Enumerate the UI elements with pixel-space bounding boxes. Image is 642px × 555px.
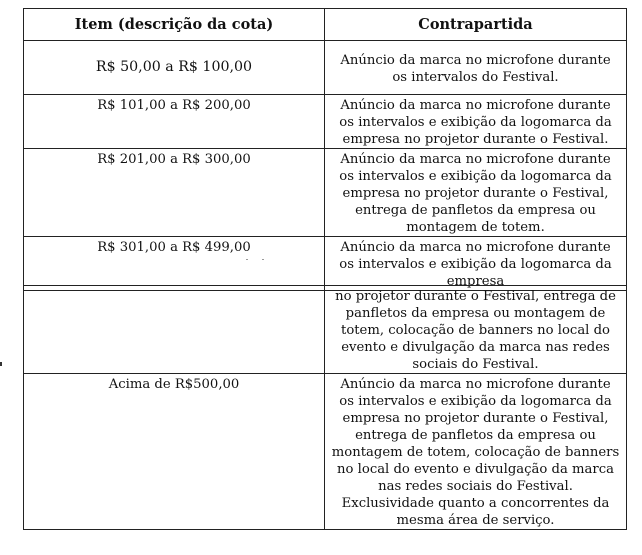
row-contrapartida-text: Anúncio da marca no microfone durante os intervalos e exibição da logomarca da empresa no projetor durante o Festival.	[339, 98, 612, 147]
row-item-text: R$ 50,00 a R$ 100,00	[95, 59, 253, 75]
table-row	[24, 374, 627, 530]
row-item-cell	[24, 41, 325, 95]
table-row	[24, 41, 627, 95]
row-item-cell	[24, 95, 325, 149]
row-contrapartida-cell	[325, 286, 627, 374]
row-contrapartida-text: Anúncio da marca no microfone durante os intervalos e exibição da logomarca da empresa	[339, 240, 612, 289]
page-break-mark	[262, 259, 264, 260]
table-row	[24, 149, 627, 237]
page-break-mark	[246, 259, 248, 260]
row-contrapartida-cell	[325, 149, 627, 237]
header-item: Item (descrição da cota)	[24, 9, 325, 41]
row-item-text: R$ 301,00 a R$ 499,00	[97, 240, 251, 255]
table-row	[24, 237, 627, 291]
row-contrapartida-cell	[325, 374, 627, 530]
table-row	[24, 286, 627, 374]
row-item-text: R$ 101,00 a R$ 200,00	[97, 98, 251, 113]
row-item-text	[24, 286, 324, 288]
row-item-text: R$ 201,00 a R$ 300,00	[97, 152, 251, 167]
cotas-table-bottom	[23, 285, 627, 530]
row-contrapartida-cell	[325, 41, 627, 95]
row-contrapartida-text: Anúncio da marca no microfone durante os intervalos do Festival.	[340, 52, 611, 85]
row-item-cell	[24, 237, 325, 291]
row-contrapartida-text: Anúncio da marca no microfone durante os intervalos e exibição da logomarca da empresa no projetor durante o Festival, entrega de panfletos da empresa ou montagem de totem.	[339, 152, 612, 235]
row-contrapartida-cell	[325, 95, 627, 149]
margin-mark	[0, 362, 2, 366]
row-item-cell	[24, 286, 325, 374]
header-contrapartida: Contrapartida	[325, 9, 627, 41]
row-item-cell	[24, 149, 325, 237]
row-contrapartida-text: no projetor durante o Festival, entrega de panfletos da empresa ou montagem de totem, colocação de banners no local do evento e divulgação da marca nas redes sociais do Festival.	[335, 289, 616, 372]
cotas-table-top	[23, 8, 627, 291]
row-contrapartida-cell	[325, 237, 627, 291]
row-item-cell	[24, 374, 325, 530]
row-contrapartida-text: Anúncio da marca no microfone durante os intervalos e exibição da logomarca da empresa no projetor durante o Festival, entrega de panfletos da empresa ou montagem de totem, colocação de banners no local do evento e divulgação da marca nas redes sociais do Festival. Exclusividade quanto a concorrentes da mesma área de serviço.	[331, 377, 620, 528]
table-row	[24, 95, 627, 149]
table-header-row	[24, 9, 627, 41]
row-item-text: Acima de R$500,00	[108, 377, 240, 392]
